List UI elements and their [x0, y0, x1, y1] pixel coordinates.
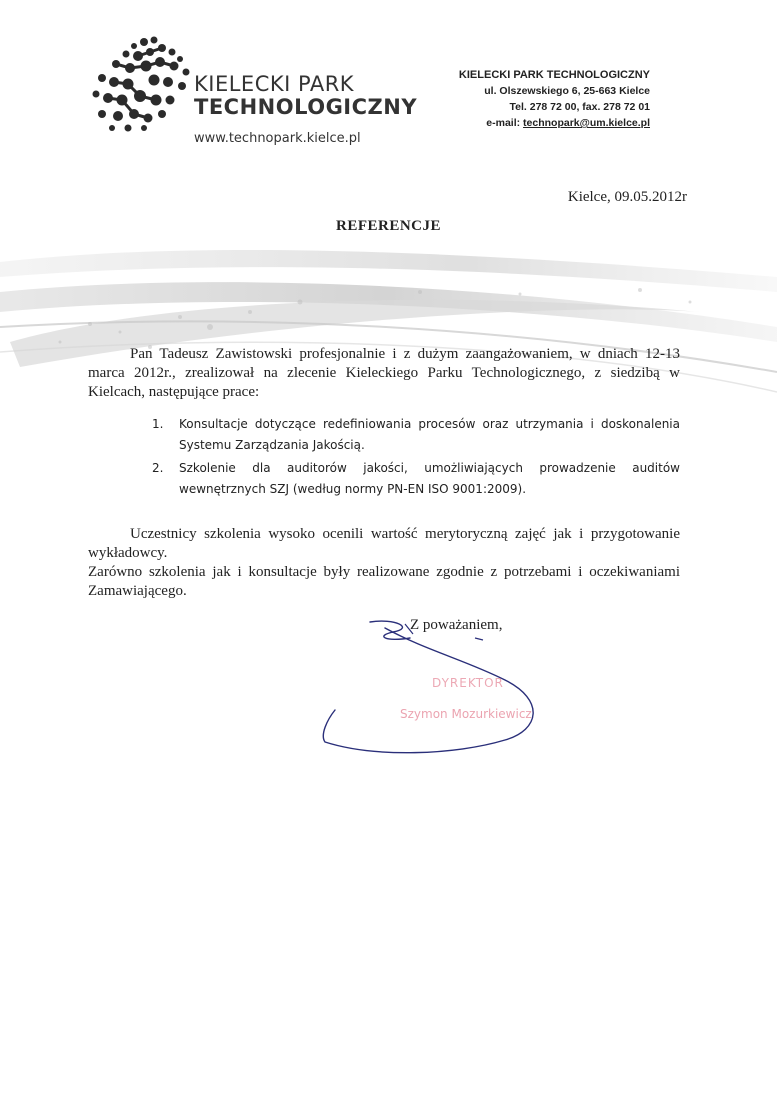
- list-item-text: Szkolenie dla auditorów jakości, umożliwiających prowadzenie auditów wewnętrznych SZJ (według normy PN-EN ISO 9001:2009).: [179, 461, 680, 496]
- stamp-name: Szymon Mozurkiewicz: [400, 707, 532, 721]
- list-item-text: Konsultacje dotyczące redefiniowania procesów oraz utrzymania i doskonalenia Systemu Zarządzania Jakością.: [179, 417, 680, 452]
- stamp-title: DYREKTOR: [432, 676, 504, 690]
- logo-text-line1: KIELECKI PARK: [194, 72, 355, 96]
- logo-text-line2: TECHNOLOGICZNY: [194, 95, 418, 119]
- company-name: KIELECKI PARK TECHNOLOGICZNY: [458, 69, 650, 81]
- email-line: [430, 115, 650, 131]
- list-item-number: 1.: [152, 417, 164, 431]
- list-item: [152, 414, 680, 456]
- closing-salutation: Z poważaniem,: [410, 617, 503, 633]
- address-block: [430, 67, 650, 131]
- paragraph-intro: Pan Tadeusz Zawistowski profesjonalnie i z dużym zaangażowaniem, w dniach 12-13 marca 2012r., zrealizował na zlecenie Kieleckiego Parku Technologicznego, z siedzibą w Kielcach, następujące prace:: [88, 346, 680, 400]
- work-items-list: [152, 414, 680, 502]
- handwritten-signature: [315, 610, 545, 770]
- letter-date: Kielce, 09.05.2012r: [567, 189, 687, 205]
- email-link[interactable]: technopark@um.kielce.pl: [523, 117, 650, 129]
- list-item: [152, 458, 680, 500]
- paragraph-conclusion: Zarówno szkolenia jak i konsultacje były realizowane zgodnie z potrzebami i oczekiwaniami Zamawiającego.: [88, 564, 680, 599]
- paragraph-evaluation: Uczestnicy szkolenia wysoko ocenili wartość merytoryczną zajęć jak i przygotowanie wykładowcy.: [88, 526, 680, 561]
- list-item-number: 2.: [152, 461, 164, 475]
- email-label: e-mail:: [486, 117, 524, 129]
- website-url: www.technopark.kielce.pl: [194, 131, 361, 146]
- phone-fax: Tel. 278 72 00, fax. 278 72 01: [509, 101, 650, 113]
- letter-title: REFERENCJE: [335, 218, 441, 234]
- technopark-logo-icon: [88, 34, 198, 132]
- street-address: ul. Olszewskiego 6, 25-663 Kielce: [484, 85, 650, 97]
